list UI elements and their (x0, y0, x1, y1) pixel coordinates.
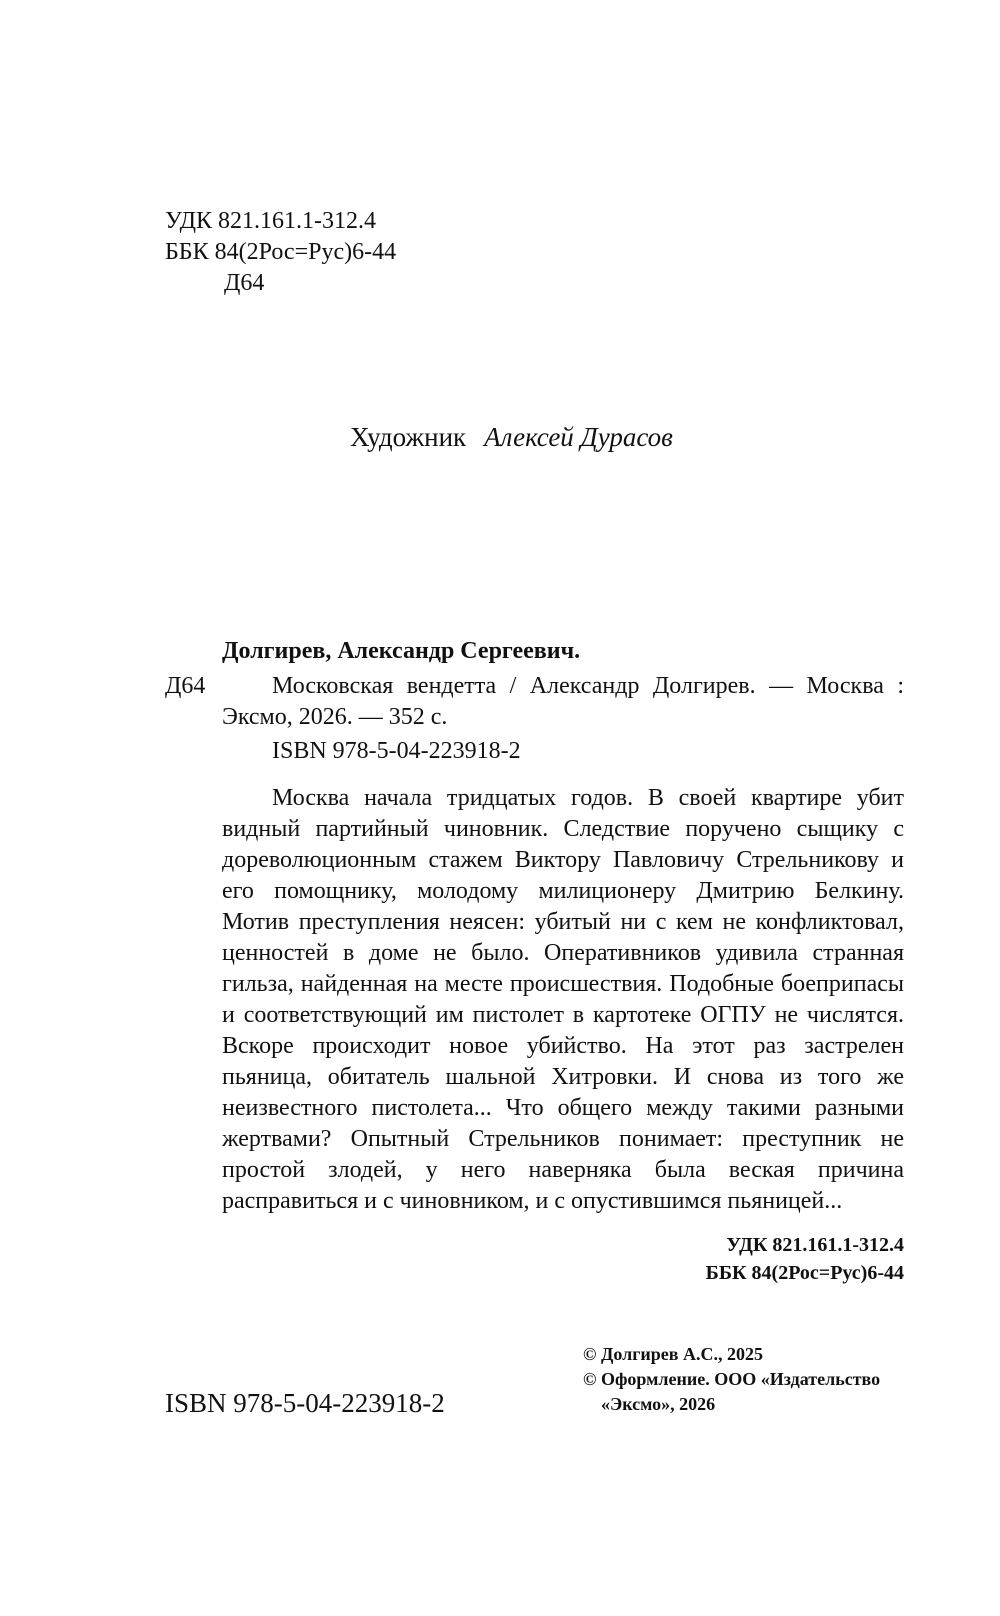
copyright-block (583, 1342, 880, 1417)
bbk-classification-record: ББК 84(2Рос=Рус)6-44 (705, 1262, 904, 1284)
bbk-classification-top: ББК 84(2Рос=Рус)6-44 (165, 239, 397, 265)
copyright-design-line-1: © Оформление. ООО «Издательство (583, 1369, 881, 1389)
author-sign-top: Д64 (224, 270, 265, 296)
artist-name: Алексей Дурасов (484, 422, 673, 452)
isbn-bottom: ISBN 978-5-04-223918-2 (165, 1388, 445, 1418)
bibliographic-record (222, 671, 904, 1217)
udk-classification-top: УДК 821.161.1-312.4 (165, 208, 376, 234)
book-annotation: Москва начала тридцатых годов. В своей квартире убит видный партийный чиновник. Следствие поручено сыщику с дореволюционным стажем Виктору Павловичу Стрельникову и его помощнику, молодому милиционеру Дмитрию Белкину. Мотив преступления неясен: убитый ни с кем не конфликтовал, ценностей в доме не было. Оперативников удивила странная гильза, найденная на месте происшествия. Подобные боеприпасы и соответствующий им пистолет в картотеке ОГПУ не числятся. Вскоре происходит новое убийство. На этот раз застрелен пьяница, обитатель шальной Хитровки. И снова из того же неизвестного пистолета... Что общего между такими разными жертвами? Опытный Стрельников понимает: преступник не простой злодей, у него наверняка была веская причина расправиться и с чиновником, и с опустившимся пьяницей... (222, 785, 904, 1214)
artist-credit (350, 420, 673, 454)
isbn-record: ISBN 978-5-04-223918-2 (272, 738, 521, 764)
bibliographic-description: Московская вендетта / Александр Долгирев. — Москва : Эксмо, 2026. — 352 с. (222, 673, 904, 730)
author-sign-record: Д64 (165, 673, 206, 699)
artist-label: Художник (350, 422, 467, 452)
copyright-design-line-2: «Эксмо», 2026 (601, 1394, 716, 1414)
copyright-author: © Долгирев А.С., 2025 (583, 1344, 763, 1364)
author-heading: Долгирев, Александр Сергеевич. (222, 638, 581, 664)
udk-classification-record: УДК 821.161.1-312.4 (726, 1234, 904, 1256)
